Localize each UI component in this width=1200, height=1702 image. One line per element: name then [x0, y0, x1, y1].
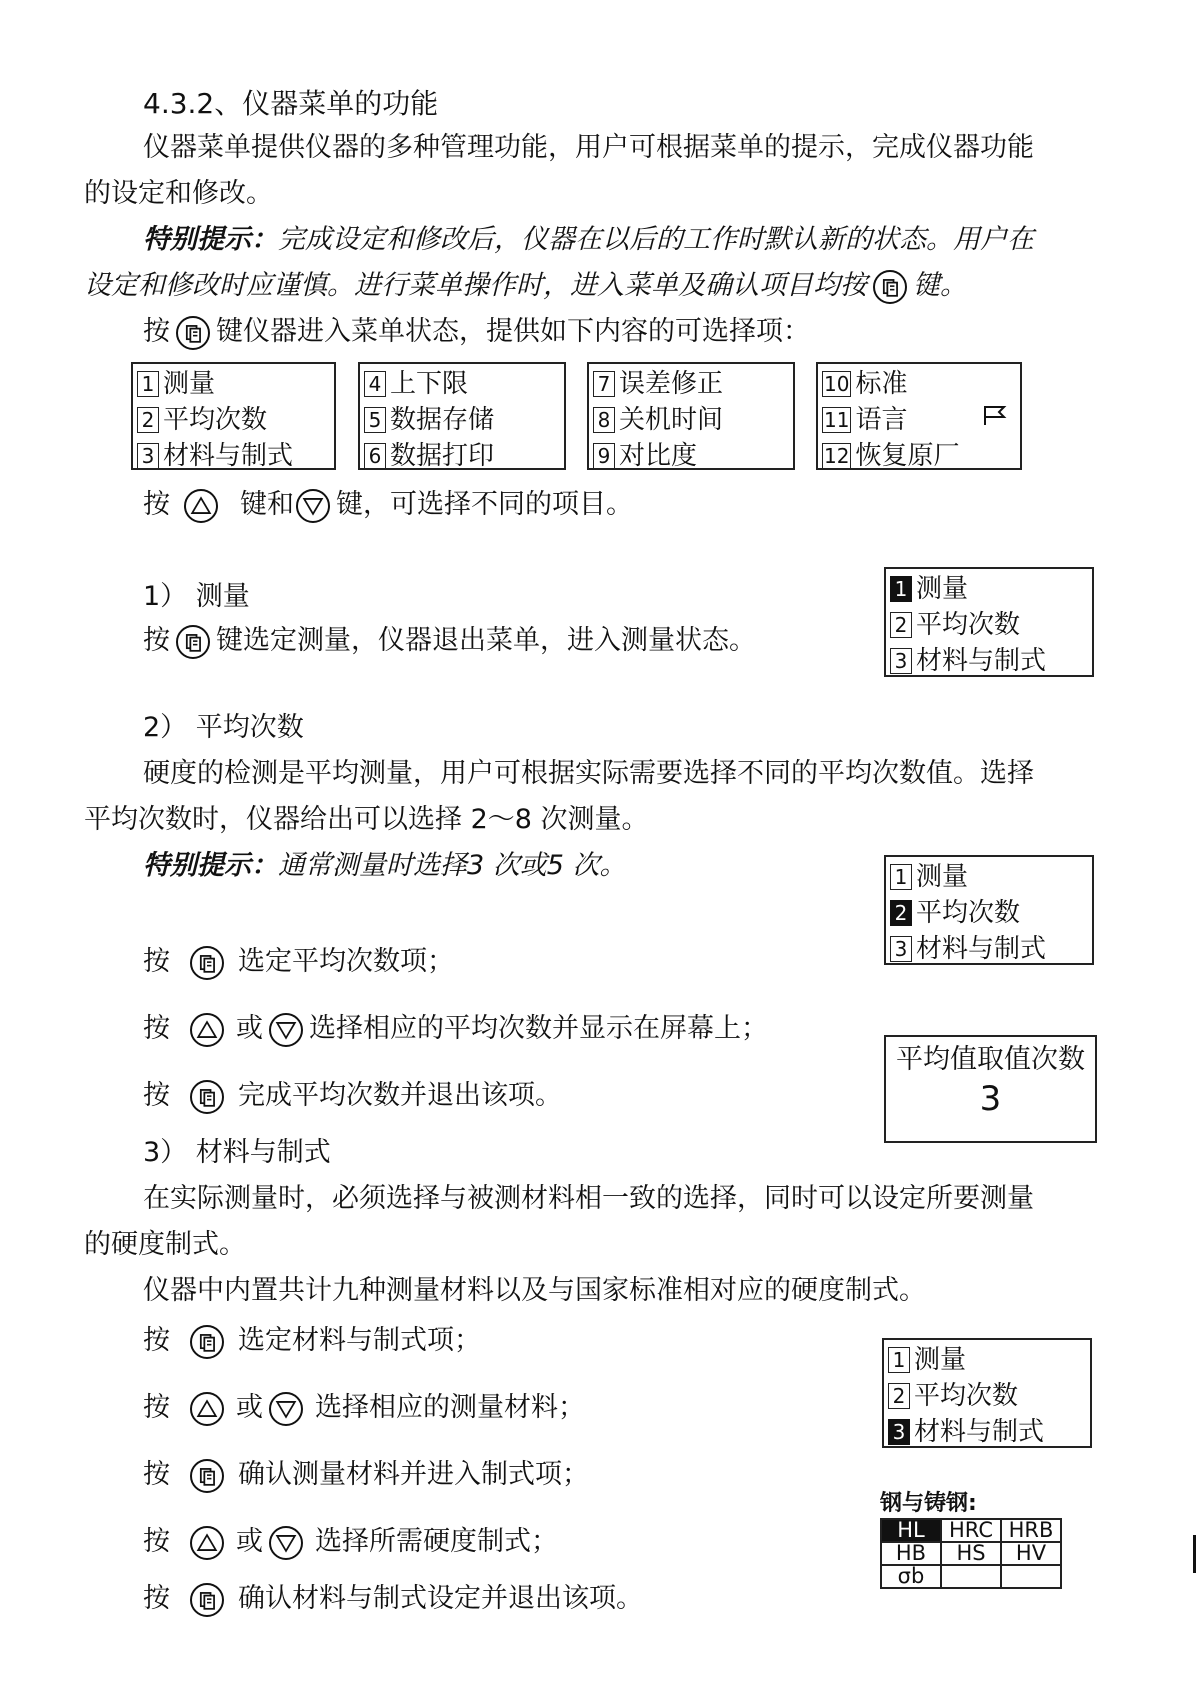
step-text: 选择所需硬度制式； [315, 1526, 558, 1557]
menu-item-label: 语言 [855, 405, 908, 435]
or-label: 或 [236, 1526, 263, 1557]
menu-item-label: 平均次数 [914, 1381, 1019, 1411]
menu-item-label: 数据打印 [390, 441, 495, 471]
press-label: 按 [143, 1325, 170, 1356]
step-text: 选择相应的测量材料； [315, 1392, 585, 1423]
hardness-title: 钢与铸钢: [880, 1491, 977, 1516]
tip-2-text: 通常测量时选择3 次或5 次。 [278, 850, 627, 881]
up-key-icon [190, 1526, 224, 1560]
hardness-cell: HV [1001, 1542, 1061, 1565]
table-row [881, 1519, 1061, 1542]
menu-item-number: 2 [137, 407, 159, 433]
sec-2-step-2 [143, 1011, 768, 1047]
press-label: 按 [143, 1013, 170, 1044]
sec-3-step-2 [143, 1390, 585, 1426]
flag-icon [982, 402, 1008, 438]
sec-1-title: 1） 测量 [143, 581, 250, 612]
menu-item-label: 材料与制式 [914, 1417, 1045, 1447]
enter-key-icon [176, 625, 210, 659]
menu-item-number: 5 [364, 407, 386, 433]
tip-1-text-2: 设定和修改时应谨慎。进行菜单操作时，进入菜单及确认项目均按 [84, 270, 867, 301]
tip-1-line-1 [143, 222, 1034, 258]
sec-2-tip [143, 848, 627, 884]
menu-item [593, 402, 789, 438]
enter-key-icon [190, 1459, 224, 1493]
down-key-icon [296, 489, 330, 523]
menu-item-number: 2 [888, 1383, 910, 1409]
menu-item-label: 恢复原厂 [855, 441, 960, 471]
menu-item [137, 438, 330, 474]
enter-key-icon [176, 316, 210, 350]
tip-1-line-2 [84, 268, 967, 304]
avg-count-value: 3 [979, 1079, 1002, 1119]
press-label: 按 [143, 1080, 170, 1111]
avg-count-title: 平均值取值次数 [896, 1044, 1085, 1075]
select-line-text: 键，可选择不同的项目。 [336, 489, 633, 520]
step-text: 确认测量材料并进入制式项； [238, 1459, 589, 1490]
menu-item [822, 438, 1016, 474]
sec-2-step-1 [143, 944, 454, 980]
sec-3-line-1: 在实际测量时，必须选择与被测材料相一致的选择，同时可以设定所要测量 [143, 1183, 1034, 1214]
sec-3-step-1 [143, 1323, 481, 1359]
step-text: 选择相应的平均次数并显示在屏幕上； [309, 1013, 768, 1044]
menu-item [890, 931, 1088, 967]
menu-item-number: 3 [137, 443, 159, 469]
mini-menu-1 [884, 567, 1094, 677]
menu-item [364, 402, 560, 438]
press-label: 按 [143, 946, 170, 977]
menu-item-label: 平均次数 [916, 610, 1021, 640]
menu-item [888, 1378, 1086, 1414]
select-line [143, 487, 633, 523]
hardness-cell: HRB [1001, 1519, 1061, 1542]
sec-1-line [143, 623, 756, 659]
sec-3-step-4 [143, 1524, 558, 1560]
menu-item-number: 9 [593, 443, 615, 469]
menu-item [364, 366, 560, 402]
menu-item-label: 数据存储 [390, 405, 495, 435]
menu-item-number: 1 [890, 576, 912, 602]
hardness-cell: HL [881, 1519, 941, 1542]
press-label: 按 [143, 1392, 170, 1423]
key-and-text: 键和 [240, 489, 294, 520]
menu-item [593, 438, 789, 474]
intro-line-1: 仪器菜单提供仪器的多种管理功能，用户可根据菜单的提示，完成仪器功能 [143, 132, 1034, 163]
menu-item-number: 3 [888, 1419, 910, 1445]
menu-item-label: 误差修正 [619, 369, 724, 399]
enter-key-icon [190, 946, 224, 980]
menu-item-number: 4 [364, 371, 386, 397]
sec-2-title: 2） 平均次数 [143, 712, 304, 743]
menu-group-1 [131, 362, 336, 470]
menu-item-label: 材料与制式 [916, 934, 1047, 964]
tip-2-label: 特别提示： [143, 850, 278, 881]
sec-2-step-3 [143, 1078, 562, 1114]
press-label: 按 [143, 1459, 170, 1490]
or-label: 或 [236, 1392, 263, 1423]
menu-item-label: 平均次数 [916, 898, 1021, 928]
up-key-icon [190, 1392, 224, 1426]
up-key-icon [184, 489, 218, 523]
tip-1-text: 完成设定和修改后，仪器在以后的工作时默认新的状态。用户在 [278, 224, 1034, 255]
enter-key-icon [190, 1325, 224, 1359]
sec-2-line-2: 平均次数时，仪器给出可以选择 2～8 次测量。 [84, 804, 649, 835]
menu-item [822, 366, 1016, 402]
table-row [881, 1565, 1061, 1588]
menu-enter-text: 键仪器进入菜单状态，提供如下内容的可选择项： [216, 316, 810, 347]
menu-item-number: 3 [890, 936, 912, 962]
menu-item [890, 643, 1088, 679]
menu-item [888, 1342, 1086, 1378]
menu-item-number: 3 [890, 648, 912, 674]
menu-item [364, 438, 560, 474]
menu-item-number: 8 [593, 407, 615, 433]
sec-3-step-5 [143, 1581, 643, 1617]
sec-3-line-3: 仪器中内置共计九种测量材料以及与国家标准相对应的硬度制式。 [143, 1275, 926, 1306]
hardness-table [880, 1518, 1062, 1589]
menu-item [890, 895, 1088, 931]
hardness-cell: HS [941, 1542, 1001, 1565]
menu-item [137, 366, 330, 402]
step-text: 确认材料与制式设定并退出该项。 [238, 1583, 643, 1614]
press-label: 按 [143, 625, 170, 656]
menu-item [888, 1414, 1086, 1450]
menu-item-label: 测量 [916, 574, 969, 604]
menu-item-number: 12 [824, 444, 850, 468]
menu-item-label: 测量 [914, 1345, 967, 1375]
step-text: 选定材料与制式项； [238, 1325, 481, 1356]
menu-item [822, 402, 1016, 438]
menu-item [890, 571, 1088, 607]
menu-item-label: 测量 [916, 862, 969, 892]
menu-group-2 [358, 362, 566, 470]
menu-group-3 [587, 362, 795, 470]
enter-key-icon [190, 1080, 224, 1114]
menu-item [890, 607, 1088, 643]
menu-group-4 [816, 362, 1022, 470]
section-heading: 4.3.2、仪器菜单的功能 [143, 87, 439, 120]
menu-item-number: 2 [890, 900, 912, 926]
menu-item-label: 材料与制式 [163, 441, 294, 471]
sec-1-text: 键选定测量，仪器退出菜单，进入测量状态。 [216, 625, 756, 656]
menu-item-label: 平均次数 [163, 405, 268, 435]
hardness-cell: HRC [941, 1519, 1001, 1542]
menu-item [890, 859, 1088, 895]
press-label: 按 [143, 316, 170, 347]
tip-1-label: 特别提示： [143, 224, 278, 255]
sec-3-step-3 [143, 1457, 589, 1493]
menu-item-label: 上下限 [390, 369, 469, 399]
hardness-cell: σb [881, 1565, 941, 1588]
step-text: 完成平均次数并退出该项。 [238, 1080, 562, 1111]
mini-menu-2 [884, 855, 1094, 965]
hardness-panel [880, 1490, 1062, 1589]
down-key-icon [269, 1013, 303, 1047]
menu-item-number: 1 [890, 864, 912, 890]
sec-2-line-1: 硬度的检测是平均测量，用户可根据实际需要选择不同的平均次数值。选择 [143, 758, 1034, 789]
down-key-icon [269, 1392, 303, 1426]
step-text: 选定平均次数项； [238, 946, 454, 977]
avg-count-display [884, 1035, 1097, 1143]
menu-item-number: 10 [824, 372, 850, 396]
menu-item-number: 6 [364, 443, 386, 469]
menu-item-label: 测量 [163, 369, 216, 399]
tip-1-key-suffix: 键。 [913, 270, 967, 301]
menu-item-number: 1 [137, 371, 159, 397]
enter-key-icon [190, 1583, 224, 1617]
menu-item-label: 关机时间 [619, 405, 724, 435]
menu-item-label: 材料与制式 [916, 646, 1047, 676]
down-key-icon [269, 1526, 303, 1560]
menu-item-number: 2 [890, 612, 912, 638]
table-row [881, 1542, 1061, 1565]
menu-item-number: 1 [888, 1347, 910, 1373]
up-key-icon [190, 1013, 224, 1047]
enter-key-icon [873, 270, 907, 304]
menu-item-label: 对比度 [619, 441, 698, 471]
sec-3-line-2: 的硬度制式。 [84, 1229, 246, 1260]
menu-item-label: 标准 [855, 369, 908, 399]
mini-menu-3 [882, 1338, 1092, 1448]
or-label: 或 [236, 1013, 263, 1044]
press-label: 按 [143, 489, 170, 520]
sec-3-title: 3） 材料与制式 [143, 1137, 331, 1168]
edge-mark [1193, 1535, 1196, 1573]
menu-item [593, 366, 789, 402]
hardness-cell: HB [881, 1542, 941, 1565]
press-label: 按 [143, 1526, 170, 1557]
menu-item-number: 7 [593, 371, 615, 397]
menu-enter-line [143, 314, 810, 350]
menu-item [137, 402, 330, 438]
hardness-cell [941, 1565, 1001, 1588]
intro-line-2: 的设定和修改。 [84, 178, 273, 209]
press-label: 按 [143, 1583, 170, 1614]
menu-item-number: 11 [824, 408, 850, 432]
hardness-cell [1001, 1565, 1061, 1588]
